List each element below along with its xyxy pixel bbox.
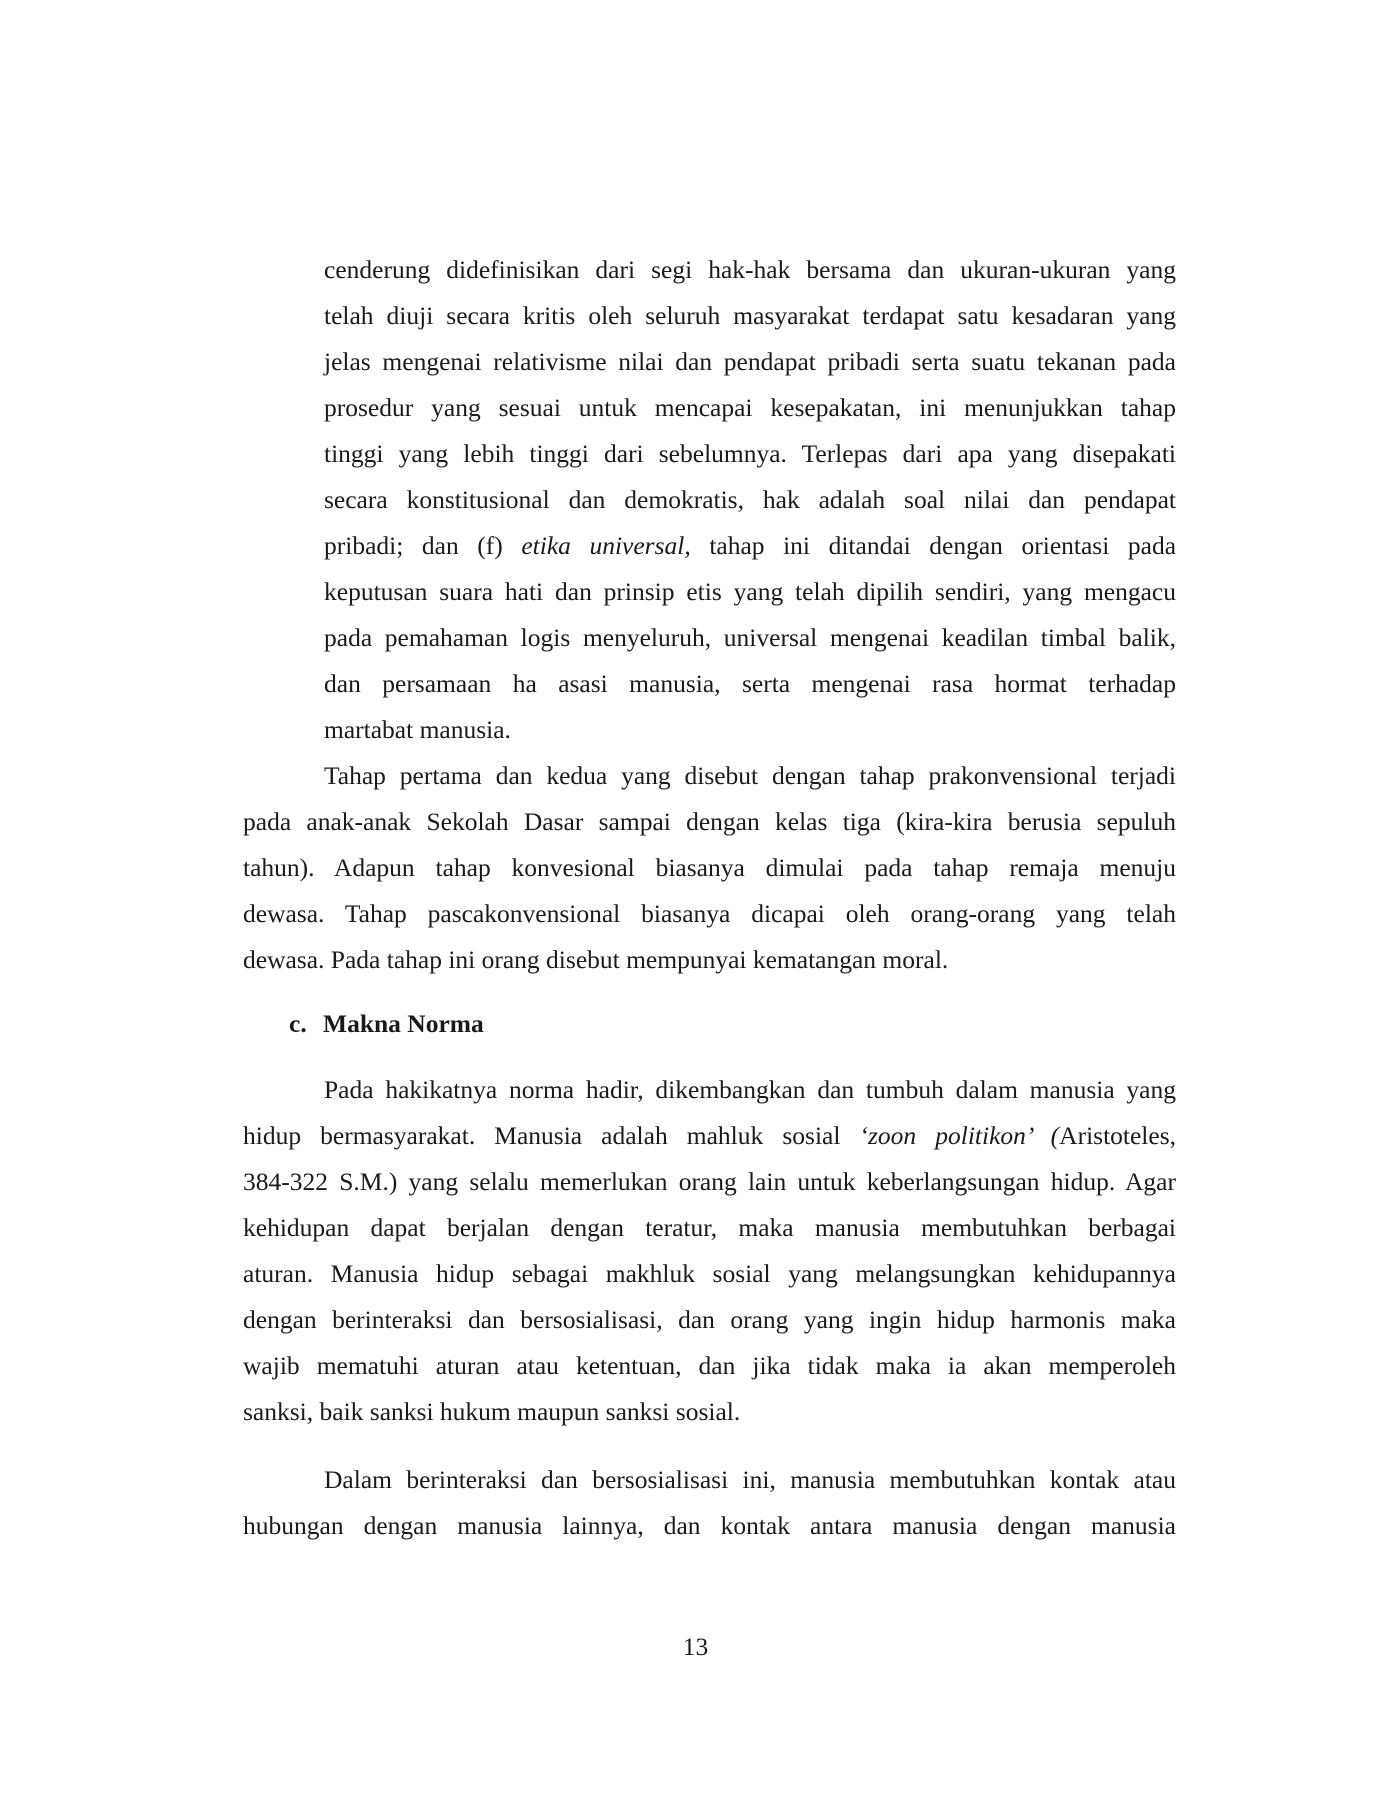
text-line: dengan berinteraksi dan bersosialisasi, dan orang yang ingin hidup harmonis maka bbox=[243, 1305, 1176, 1334]
text-line: pada pemahaman logis menyeluruh, universal mengenai keadilan timbal balik, bbox=[324, 623, 1176, 652]
text-line: tahun). Adapun tahap konvesional biasanya dimulai pada tahap remaja menuju bbox=[243, 853, 1176, 882]
text-line: sanksi, baik sanksi hukum maupun sanksi sosial. bbox=[243, 1397, 741, 1426]
section-title: Makna Norma bbox=[323, 1009, 484, 1038]
text-line: prosedur yang sesuai untuk mencapai kesepakatan, ini menunjukkan tahap bbox=[324, 393, 1176, 422]
text-line: keputusan suara hati dan prinsip etis yang telah dipilih sendiri, yang mengacu bbox=[324, 577, 1176, 606]
text-line: tinggi yang lebih tinggi dari sebelumnya. Terlepas dari apa yang disepakati bbox=[324, 439, 1176, 468]
text-line: dewasa. Pada tahap ini orang disebut mempunyai kematangan moral. bbox=[243, 945, 949, 974]
text-line: hubungan dengan manusia lainnya, dan kontak antara manusia dengan manusia bbox=[243, 1511, 1176, 1540]
text-line: cenderung didefinisikan dari segi hak-hak bersama dan ukuran-ukuran yang bbox=[324, 255, 1176, 284]
text-line: aturan. Manusia hidup sebagai makhluk sosial yang melangsungkan kehidupannya bbox=[243, 1259, 1176, 1288]
text-line: Pada hakikatnya norma hadir, dikembangkan dan tumbuh dalam manusia yang bbox=[324, 1075, 1176, 1104]
text-span: Aristoteles, bbox=[1059, 1121, 1177, 1150]
text-line: kehidupan dapat berjalan dengan teratur, maka manusia membutuhkan berbagai bbox=[243, 1213, 1176, 1242]
text-line: secara konstitusional dan demokratis, hak adalah soal nilai dan pendapat bbox=[324, 485, 1176, 514]
text-span: pribadi; dan (f) bbox=[324, 531, 503, 560]
text-line: jelas mengenai relativisme nilai dan pendapat pribadi serta suatu tekanan pada bbox=[324, 347, 1176, 376]
italic-term: ‘zoon politikon’ ( bbox=[859, 1121, 1060, 1150]
text-line: wajib mematuhi aturan atau ketentuan, dan jika tidak maka ia akan memperoleh bbox=[243, 1351, 1176, 1380]
text-line bbox=[324, 531, 1176, 561]
text-line: dewasa. Tahap pascakonvensional biasanya dicapai oleh orang-orang yang telah bbox=[243, 899, 1176, 928]
text-span bbox=[860, 1121, 1177, 1150]
text-line: Dalam berinteraksi dan bersosialisasi ini, manusia membutuhkan kontak atau bbox=[324, 1465, 1176, 1494]
section-heading bbox=[289, 1009, 484, 1039]
text-line: dan persamaan ha asasi manusia, serta mengenai rasa hormat terhadap bbox=[324, 669, 1176, 698]
italic-term: etika universal, bbox=[521, 531, 691, 560]
text-span: tahap ini ditandai dengan orientasi pada bbox=[709, 531, 1177, 560]
text-line: 384-322 S.M.) yang selalu memerlukan orang lain untuk keberlangsungan hidup. Agar bbox=[243, 1167, 1176, 1196]
text-span: hidup bermasyarakat. Manusia adalah mahluk sosial bbox=[243, 1121, 841, 1150]
text-line bbox=[243, 1121, 1176, 1151]
text-line: Tahap pertama dan kedua yang disebut dengan tahap prakonvensional terjadi bbox=[324, 761, 1176, 790]
section-letter: c. bbox=[289, 1009, 307, 1038]
page-number: 13 bbox=[682, 1632, 709, 1661]
text-line: telah diuji secara kritis oleh seluruh masyarakat terdapat satu kesadaran yang bbox=[324, 301, 1176, 330]
text-line: pada anak-anak Sekolah Dasar sampai dengan kelas tiga (kira-kira berusia sepuluh bbox=[243, 807, 1176, 836]
text-line: martabat manusia. bbox=[324, 715, 511, 744]
